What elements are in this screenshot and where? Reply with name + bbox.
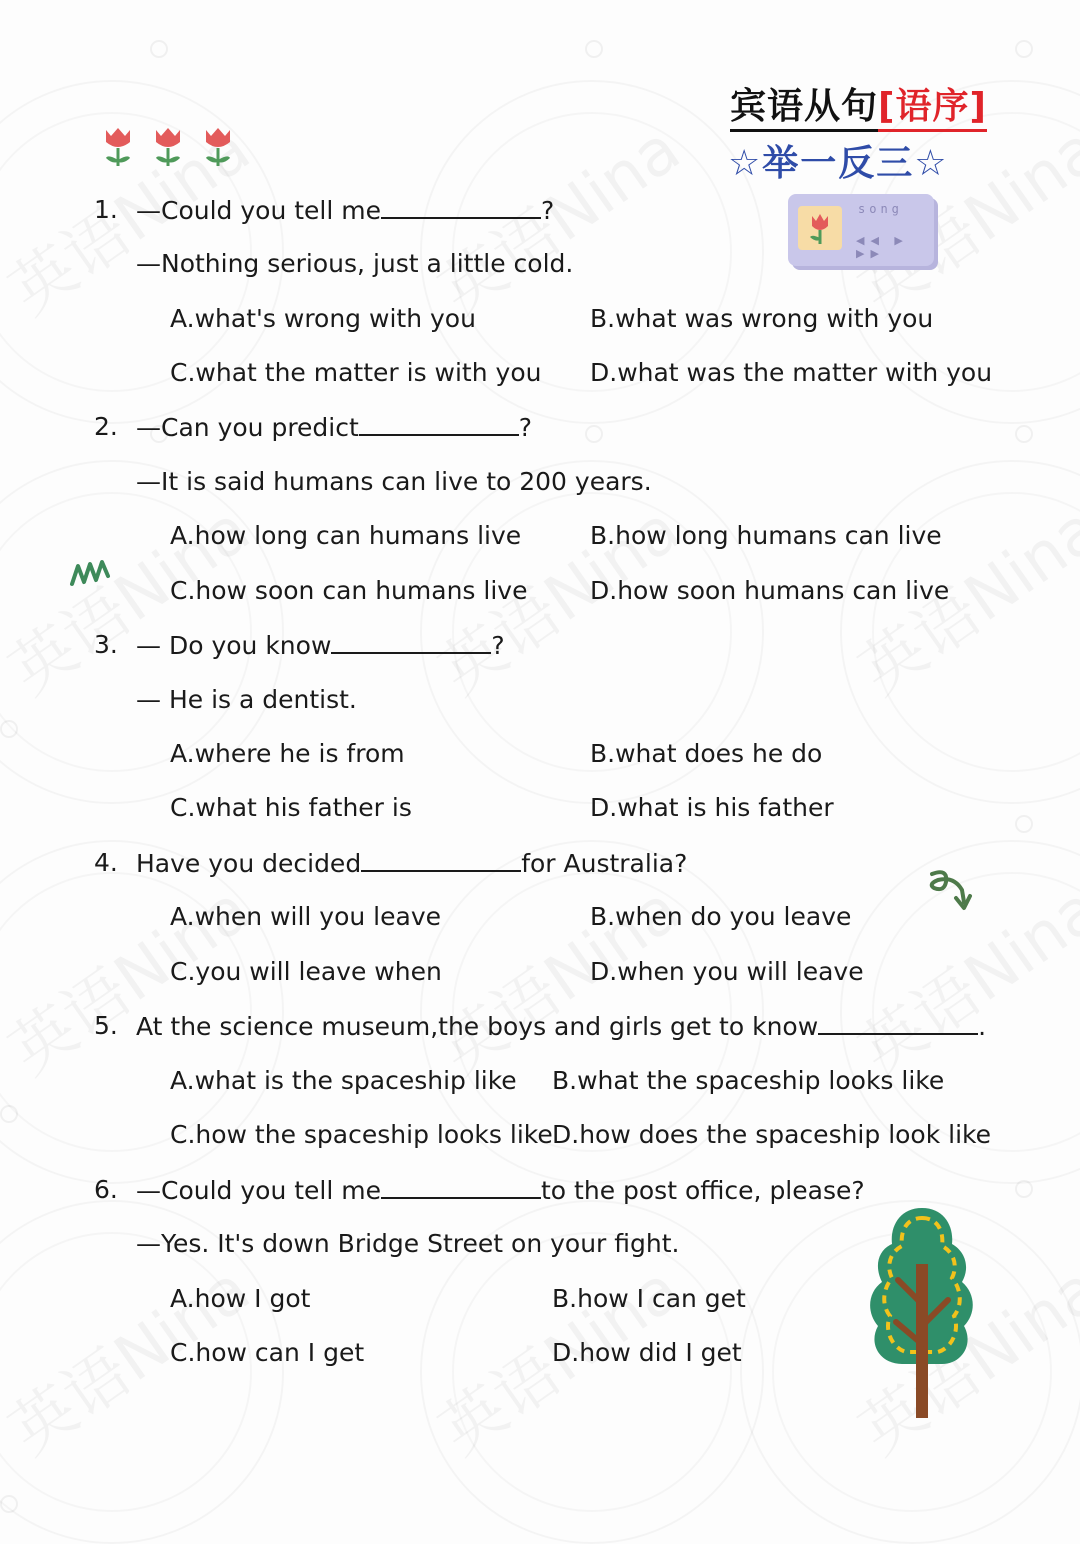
- option-d: D.what is his father: [590, 793, 834, 822]
- question-number: 3.: [94, 630, 118, 659]
- curly-arrow-icon: [924, 866, 976, 918]
- option-b: B.when do you leave: [590, 902, 852, 931]
- question-number: 4.: [94, 848, 118, 877]
- stem-end: for Australia?: [521, 849, 688, 878]
- question-reply: — He is a dentist.: [136, 685, 357, 714]
- option-a: A.when will you leave: [170, 902, 442, 931]
- option-b: B.how I can get: [552, 1284, 746, 1313]
- answer-blank: [381, 195, 541, 219]
- watermark-dot: [0, 1105, 18, 1123]
- page-subtitle: ☆举一反三☆: [728, 143, 949, 184]
- question-stem: [136, 1175, 865, 1206]
- watermark-dot: [585, 40, 603, 58]
- answer-blank: [331, 630, 491, 654]
- flower-icon: [798, 206, 842, 250]
- option-c: C.how can I get: [170, 1338, 365, 1367]
- music-card-decoration: [788, 194, 934, 266]
- answer-blank: [381, 1175, 541, 1199]
- option-d: D.how soon humans can live: [590, 576, 950, 605]
- question-reply: —It is said humans can live to 200 years.: [136, 467, 652, 496]
- tree-icon: [862, 1204, 982, 1422]
- answer-blank: [818, 1011, 978, 1035]
- stem-end: ?: [541, 196, 555, 225]
- answer-blank: [361, 848, 521, 872]
- stem-text: —Can you predict: [136, 413, 359, 442]
- squiggle-icon: [68, 556, 114, 590]
- watermark-dot: [585, 425, 603, 443]
- title-bracket: [语序]: [878, 86, 987, 132]
- title-text: 宾语从句: [730, 86, 878, 132]
- option-a: A.what's wrong with you: [170, 304, 476, 333]
- card-label: song: [858, 202, 903, 216]
- option-c: C.what the matter is with you: [170, 358, 542, 387]
- watermark-dot: [150, 40, 168, 58]
- option-a: A.how I got: [170, 1284, 311, 1313]
- stem-end: ?: [518, 413, 533, 442]
- question-number: 5.: [94, 1011, 118, 1040]
- tulips-icon: [98, 124, 238, 168]
- option-c: C.how the spaceship looks like: [170, 1120, 553, 1149]
- question-reply: —Yes. It's down Bridge Street on your fight.: [136, 1229, 680, 1258]
- watermark-dot: [1015, 425, 1033, 443]
- question-stem: [136, 195, 554, 226]
- option-d: D.when you will leave: [590, 957, 864, 986]
- option-d: D.what was the matter with you: [590, 358, 993, 387]
- option-d: D.how does the spaceship look like: [552, 1120, 992, 1149]
- watermark-circle: [840, 460, 1080, 804]
- watermark-dot: [0, 1495, 18, 1513]
- option-b: B.what the spaceship looks like: [552, 1066, 945, 1095]
- option-a: A.how long can humans live: [170, 521, 522, 550]
- question-number: 2.: [94, 412, 118, 441]
- watermark-dot: [0, 720, 18, 738]
- stem-end: ?: [491, 631, 505, 660]
- page-title: [730, 78, 987, 129]
- stem-text: Have you decided: [136, 849, 362, 878]
- question-stem: [136, 1011, 986, 1042]
- stem-end: to the post office, please?: [541, 1176, 865, 1205]
- question-stem: [136, 630, 505, 661]
- watermark-dot: [1015, 40, 1033, 58]
- option-b: B.what was wrong with you: [590, 304, 934, 333]
- option-d: D.how did I get: [552, 1338, 742, 1367]
- stem-text: —Could you tell me: [136, 196, 381, 225]
- option-a: A.what is the spaceship like: [170, 1066, 517, 1095]
- question-reply: —Nothing serious, just a little cold.: [136, 249, 574, 278]
- option-c: C.how soon can humans live: [170, 576, 528, 605]
- option-a: A.where he is from: [170, 739, 405, 768]
- option-c: C.you will leave when: [170, 957, 442, 986]
- stem-text: At the science museum,the boys and girls get to know: [136, 1012, 819, 1041]
- watermark-dot: [1015, 815, 1033, 833]
- stem-text: —Could you tell me: [136, 1176, 381, 1205]
- question-stem: [136, 848, 687, 879]
- stem-text: — Do you know: [136, 631, 332, 660]
- watermark-dot: [1015, 1180, 1033, 1198]
- answer-blank: [359, 412, 519, 436]
- option-b: B.how long humans can live: [590, 521, 942, 550]
- playback-controls-icon: ◀◀ ▶ ▶▶: [856, 234, 909, 260]
- option-b: B.what does he do: [590, 739, 823, 768]
- question-stem: [136, 412, 532, 443]
- stem-end: .: [978, 1012, 987, 1041]
- question-number: 1.: [94, 195, 118, 224]
- option-c: C.what his father is: [170, 793, 412, 822]
- question-number: 6.: [94, 1175, 118, 1204]
